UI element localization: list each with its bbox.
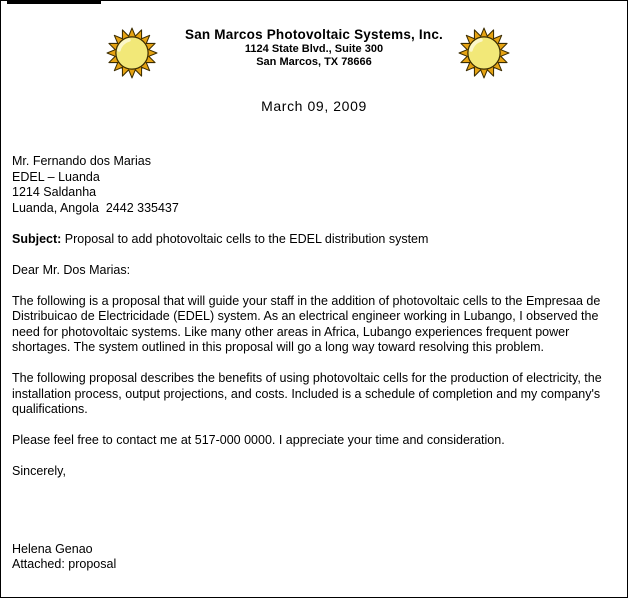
subject-label: Subject:	[12, 231, 62, 246]
paragraph-overview: The following proposal describes the benefits of using photovoltaic cells for the production of electricity, the installation process, output projections, and costs. Included is a schedule of completion and my company's qualifications.	[12, 371, 602, 416]
salutation: Dear Mr. Dos Marias:	[12, 262, 131, 277]
sun-logo-icon	[458, 27, 510, 79]
recipient-block	[12, 154, 602, 216]
subject-text: Proposal to add photovoltaic cells to the EDEL distribution system	[64, 231, 429, 246]
paragraph-intro: The following is a proposal that will guide your staff in the addition of photovoltaic cells to the Empresaa de Distribuicao de Electricidade (EDEL) system. As an electrical engineer working in Lubango, I observed the need for photovoltaic systems. Like many other areas in Africa, Lubango experiences frequent power shortages. The system outlined in this proposal will go a long way toward resolving this problem.	[12, 293, 601, 354]
sun-center	[468, 37, 500, 69]
sun-center	[116, 37, 148, 69]
closing: Sincerely,	[12, 464, 66, 478]
recipient-city-phone: Luanda, Angola 2442 335437	[12, 200, 179, 215]
letter-date: March 09, 2009	[261, 98, 367, 114]
recipient-name: Mr. Fernando dos Marias	[12, 154, 151, 168]
letter-body	[1, 154, 627, 573]
paragraph-contact: Please feel free to contact me at 517-000 0000. I appreciate your time and consideration.	[12, 433, 505, 447]
recipient-street: 1214 Saldanha	[12, 185, 97, 199]
company-address-line1: 1124 State Blvd., Suite 300	[244, 43, 384, 55]
sun-logo-icon	[106, 27, 158, 79]
signature-name: Helena Genao	[12, 541, 93, 556]
letterhead-text	[1, 1, 627, 69]
attachment-note: Attached: proposal	[12, 557, 117, 571]
subject-line	[12, 232, 602, 248]
recipient-organization: EDEL – Luanda	[12, 169, 100, 184]
letterhead	[1, 1, 627, 79]
company-name: San Marcos Photovoltaic Systems, Inc.	[185, 27, 443, 42]
company-address-line2: San Marcos, TX 78666	[256, 56, 372, 68]
